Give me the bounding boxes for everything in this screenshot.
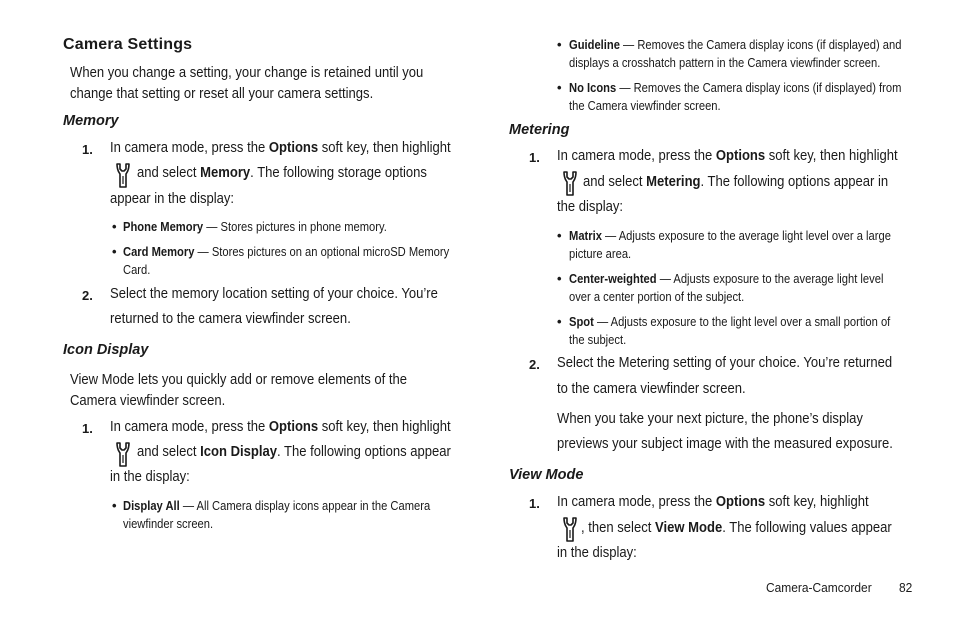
footer-page-number: 82 xyxy=(899,580,913,595)
bullet-no-icons-cont: the Camera viewfinder screen. xyxy=(569,98,721,113)
options-softkey-icon xyxy=(114,162,132,190)
metering-bullet-spot: Spot — Adjusts exposure to the light level over a small portion of xyxy=(569,314,891,329)
metering-note-line-2: previews your subject image with the measured exposure. xyxy=(557,436,893,452)
bullet-dot: • xyxy=(557,80,562,95)
bullet-no-icons: No Icons — Removes the Camera display icons (if displayed) from xyxy=(569,80,902,95)
metering-bullet-matrix: Matrix — Adjusts exposure to the average light level over a large xyxy=(569,228,891,243)
metering-bullet-matrix-cont: picture area. xyxy=(569,246,632,261)
bullet-dot: • xyxy=(112,219,117,234)
footer-section-name: Camera-Camcorder xyxy=(766,580,872,595)
bullet-dot: • xyxy=(557,228,562,243)
metering-step-2-number: 2. xyxy=(529,357,540,372)
memory-bullet-card: Card Memory — Stores pictures on an optional microSD Memory xyxy=(123,244,450,259)
metering-step-1-line-1: In camera mode, press the Options soft key, then highlight xyxy=(557,148,898,164)
metering-step-1-line-2: and select Metering. The following options appear in xyxy=(583,174,889,190)
memory-step-2-line-2: returned to the camera viewfinder screen. xyxy=(110,311,351,327)
bullet-dot: • xyxy=(557,37,562,52)
view-mode-step-1-line-1: In camera mode, press the Options soft key, highlight xyxy=(557,494,869,510)
icon-display-bullet-display-all-cont: viewfinder screen. xyxy=(123,516,214,531)
memory-step-2-line-1: Select the memory location setting of your choice. You’re xyxy=(110,286,438,302)
metering-bullet-center-weighted: Center-weighted — Adjusts exposure to the average light level xyxy=(569,271,884,286)
memory-bullet-card-cont: Card. xyxy=(123,262,151,277)
memory-step-1-line-3: appear in the display: xyxy=(110,191,235,207)
view-mode-step-1-line-3: in the display: xyxy=(557,545,637,561)
icon-display-intro-1: View Mode lets you quickly add or remove elements of the xyxy=(70,372,408,388)
bullet-dot: • xyxy=(112,498,117,513)
icon-display-step-1-line-1: In camera mode, press the Options soft key, then highlight xyxy=(110,419,451,435)
metering-bullet-center-weighted-cont: over a center portion of the subject. xyxy=(569,289,745,304)
page-title: Camera Settings xyxy=(63,36,193,53)
options-softkey-icon xyxy=(114,441,132,469)
metering-note-line-1: When you take your next picture, the phone’s display xyxy=(557,411,863,427)
metering-bullet-spot-cont: the subject. xyxy=(569,332,627,347)
bullet-guideline: Guideline — Removes the Camera display icons (if displayed) and xyxy=(569,37,902,52)
memory-bullet-phone: Phone Memory — Stores pictures in phone memory. xyxy=(123,219,387,234)
icon-display-step-1-number: 1. xyxy=(82,421,93,436)
metering-heading: Metering xyxy=(509,122,570,138)
metering-step-1-line-3: the display: xyxy=(557,199,624,215)
metering-step-2-line-2: to the camera viewfinder screen. xyxy=(557,381,746,397)
options-softkey-icon xyxy=(561,516,579,544)
bullet-dot: • xyxy=(557,271,562,286)
icon-display-heading: Icon Display xyxy=(63,342,149,358)
view-mode-heading: View Mode xyxy=(509,467,584,483)
intro-line-1: When you change a setting, your change is retained until you xyxy=(70,65,424,81)
intro-line-2: change that setting or reset all your camera settings. xyxy=(70,86,374,102)
options-softkey-icon xyxy=(561,170,579,198)
memory-step-1-line-1: In camera mode, press the Options soft key, then highlight xyxy=(110,140,451,156)
icon-display-step-1-line-2: and select Icon Display. The following options appear xyxy=(137,444,451,460)
metering-step-2-line-1: Select the Metering setting of your choice. You’re returned xyxy=(557,355,893,371)
icon-display-bullet-display-all: Display All — All Camera display icons appear in the Camera xyxy=(123,498,431,513)
view-mode-step-1-number: 1. xyxy=(529,496,540,511)
memory-step-1-line-2: and select Memory. The following storage options xyxy=(137,165,427,181)
metering-step-1-number: 1. xyxy=(529,150,540,165)
memory-step-1-number: 1. xyxy=(82,142,93,157)
icon-display-intro-2: Camera viewfinder screen. xyxy=(70,393,226,409)
icon-display-step-1-line-3: in the display: xyxy=(110,469,190,485)
bullet-dot: • xyxy=(112,244,117,259)
memory-step-2-number: 2. xyxy=(82,288,93,303)
view-mode-step-1-line-2: , then select View Mode. The following values appear xyxy=(581,520,892,536)
memory-heading: Memory xyxy=(63,113,119,129)
bullet-guideline-cont: displays a crosshatch pattern in the Camera viewfinder screen. xyxy=(569,55,881,70)
bullet-dot: • xyxy=(557,314,562,329)
